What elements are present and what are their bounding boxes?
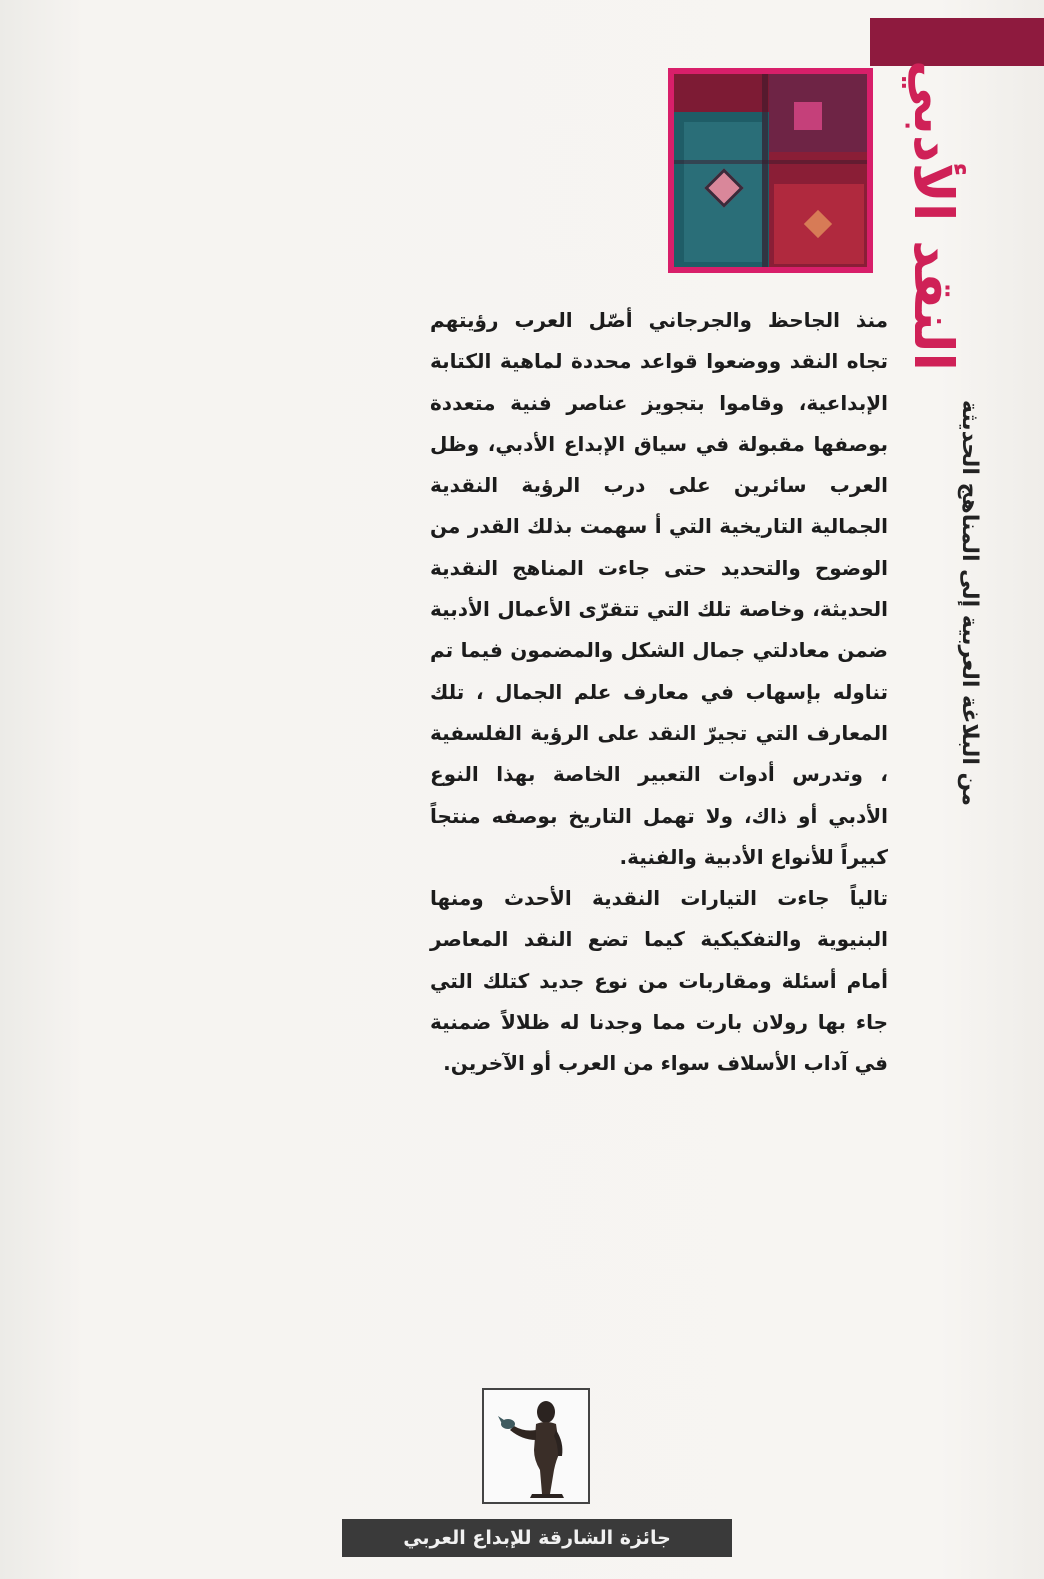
book-subtitle: من البلاغة العربية إلى المناهج الحديثة: [957, 400, 982, 806]
top-color-band: [870, 18, 1044, 66]
blurb: [430, 300, 888, 1085]
publisher-name: جائزة الشارقة للإبداع العربي: [342, 1519, 732, 1557]
blurb-paragraph: منذ الجاحظ والجرجاني أصّل العرب رؤيتهم تجاه النقد ووضعوا قواعد محددة لماهية الكتابة الإبداعية، وقاموا بتجويز عناصر فنية متعددة بوصفها مقبولة في سياق الإبداع الأدبي، وظل العرب سائرين على درب الرؤية النقدية الجمالية التاريخية التي أ سهمت بذلك القدر من الوضوح والتحديد حتى جاءت المناهج النقدية الحديثة، وخاصة تلك التي تتقرّى الأعمال الأدبية ضمن معادلتي جمال الشكل والمضمون فيما تم تناوله بإسهاب في معارف علم الجمال ، تلك المعارف التي تجيرّ النقد على الرؤية الفلسفية ، وتدرس أدوات التعبير الخاصة بهذا النوع الأدبي أو ذاك، ولا تهمل التاريخ بوصفه منتجاً كبيراً للأنواع الأدبية والفنية.: [430, 308, 888, 869]
book-title: النقد الأدبي: [902, 60, 965, 372]
statue-icon: [484, 1390, 588, 1502]
blurb-paragraph: تالياً جاءت التيارات النقدية الأحدث ومنها البنيوية والتفكيكية كيما تضع النقد المعاصر أمام أسئلة ومقاربات من نوع جديد كتلك التي جاء بها رولان بارت مما وجدنا له ظلالاً ضمنية في آداب الأسلاف سواء من العرب أو الآخرين.: [430, 886, 888, 1076]
publisher-logo: [482, 1388, 590, 1504]
cover-artwork: [668, 68, 873, 273]
